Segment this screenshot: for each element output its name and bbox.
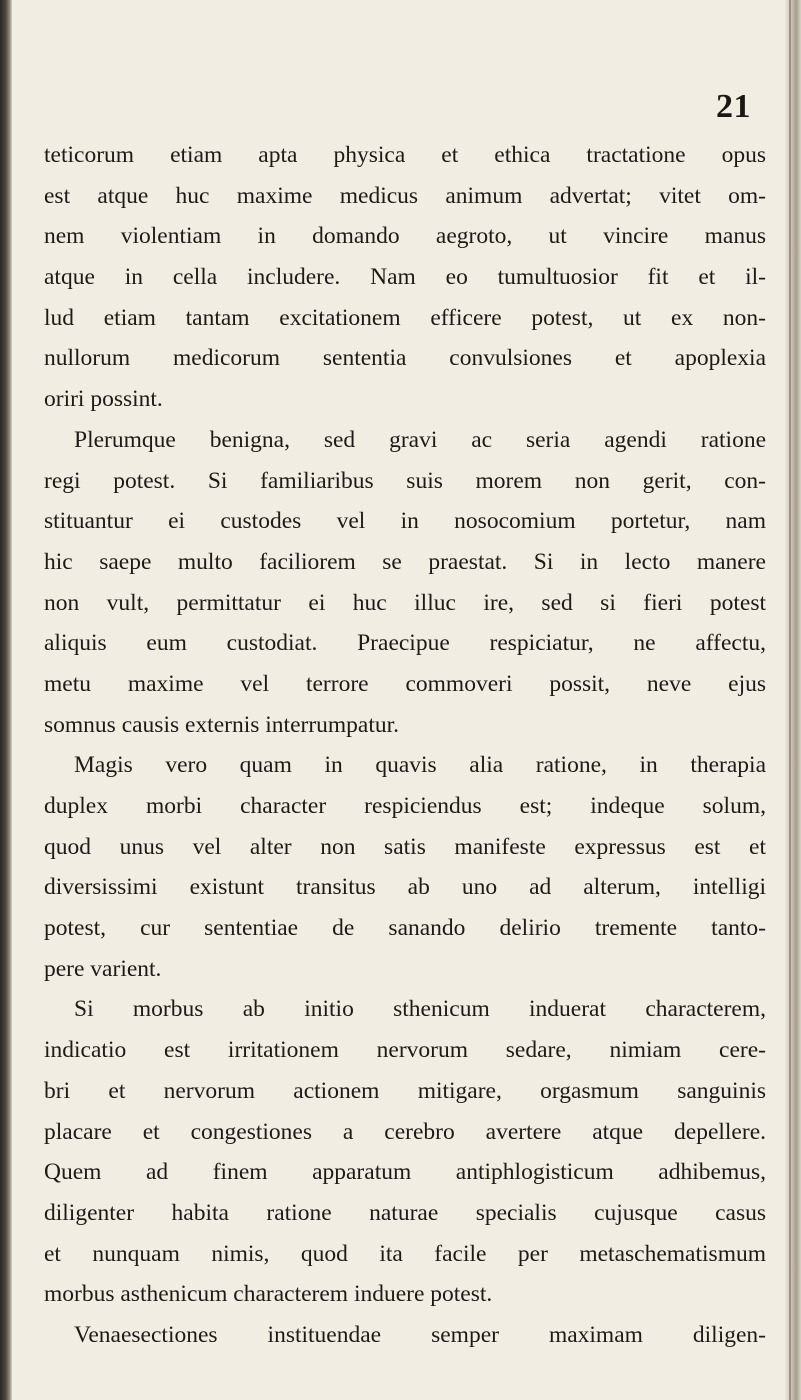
text-line: Quem ad finem apparatum antiphlogisticum adhibemus, xyxy=(44,1159,766,1186)
text-line: placare et congestiones a cerebro avertere atque depellere. xyxy=(44,1118,766,1145)
text-line: teticorum etiam apta physica et ethica tractatione opus xyxy=(44,142,766,168)
text-line: bri et nervorum actionem mitigare, orgasmum sanguinis xyxy=(44,1077,766,1104)
text-line: quod unus vel alter non satis manifeste expressus est et xyxy=(44,833,766,860)
page-right-edge xyxy=(785,0,801,1400)
text-line: diversissimi existunt transitus ab uno ad alterum, intelligi xyxy=(44,874,766,901)
text-line: Si morbus ab initio sthenicum induerat characterem, xyxy=(74,996,766,1023)
book-binding-shadow xyxy=(0,0,12,1400)
text-line: regi potest. Si familiaribus suis morem non gerit, con- xyxy=(44,467,766,494)
text-line: hic saepe multo faciliorem se praestat. Si in lecto manere xyxy=(44,548,766,575)
text-line: Plerumque benigna, sed gravi ac seria agendi ratione xyxy=(74,426,766,453)
text-line: stituantur ei custodes vel in nosocomium portetur, nam xyxy=(44,508,766,535)
text-line: atque in cella includere. Nam eo tumultuosior fit et il- xyxy=(44,264,766,291)
text-line: somnus causis externis interrumpatur. xyxy=(44,711,400,738)
text-line: Magis vero quam in quavis alia ratione, in therapia xyxy=(74,752,766,779)
text-line: pere varient. xyxy=(44,955,162,982)
text-line: Venaesectiones instituendae semper maximam diligen- xyxy=(74,1321,766,1348)
text-line: est atque huc maxime medicus animum advertat; vitet om- xyxy=(44,182,766,209)
text-line: morbus asthenicum characterem induere potest. xyxy=(44,1281,493,1308)
page-edge-line xyxy=(789,0,791,1400)
text-line: aliquis eum custodiat. Praecipue respiciatur, ne affectu, xyxy=(44,630,766,657)
text-line: nullorum medicorum sententia convulsiones et apoplexia xyxy=(44,345,766,372)
page-number: 21 xyxy=(716,88,751,125)
text-line: lud etiam tantam excitationem efficere potest, ut ex non- xyxy=(44,304,766,331)
text-line: potest, cur sententiae de sanando delirio tremente tanto- xyxy=(44,915,766,942)
text-line: oriri possint. xyxy=(44,386,163,413)
text-line: diligenter habita ratione naturae specialis cujusque casus xyxy=(44,1199,766,1226)
text-line: indicatio est irritationem nervorum sedare, nimiam cere- xyxy=(44,1037,766,1064)
text-line: non vult, permittatur ei huc illuc ire, sed si fieri potest xyxy=(44,589,766,616)
text-line: metu maxime vel terrore commoveri possit, neve ejus xyxy=(44,670,766,697)
text-line: et nunquam nimis, quod ita facile per metaschematismum xyxy=(44,1240,766,1267)
text-line: nem violentiam in domando aegroto, ut vincire manus xyxy=(44,223,766,250)
body-text xyxy=(44,135,766,1356)
text-line: duplex morbi character respiciendus est; indeque solum, xyxy=(44,793,766,819)
